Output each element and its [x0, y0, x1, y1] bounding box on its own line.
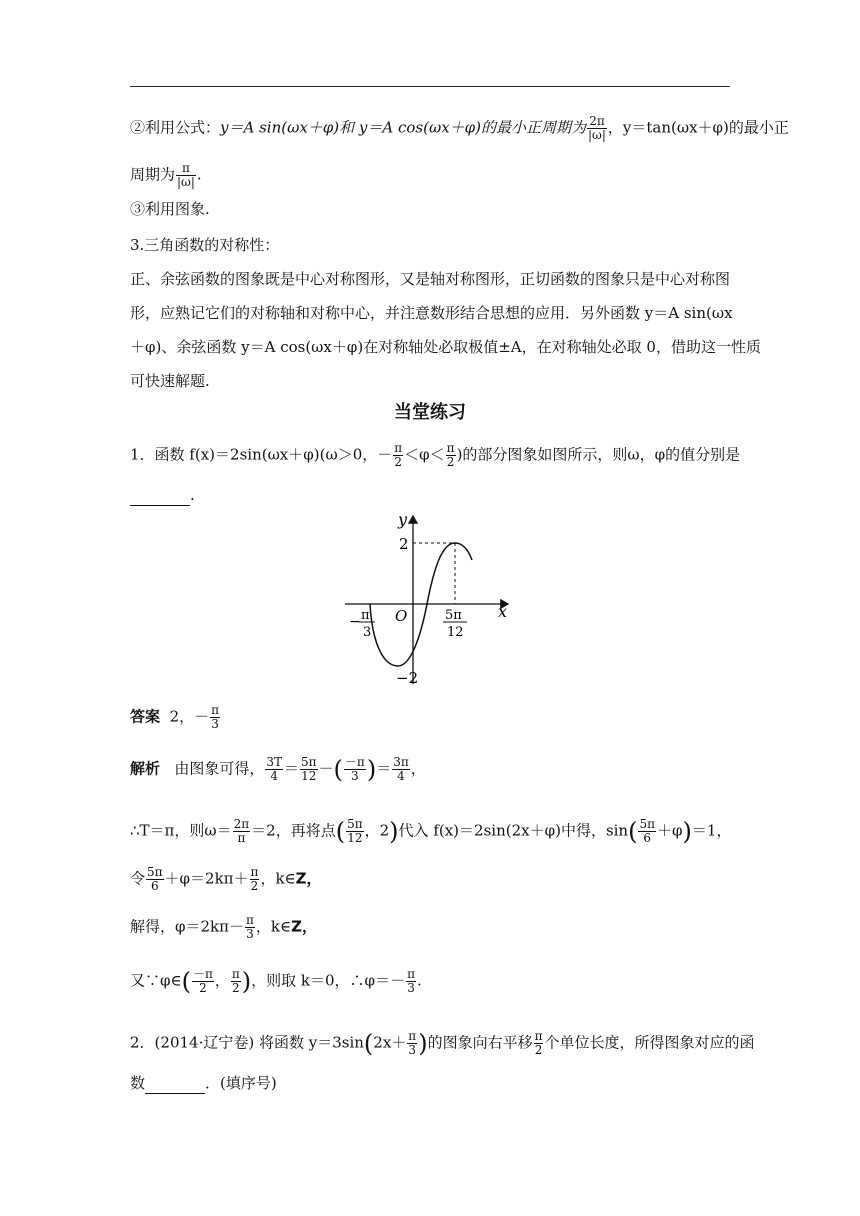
- question-1: 1．函数 f(x)＝2sin(ωx＋φ)(ω＞0，－ $\frac{\pi}{2}$ ＜φ＜ $\frac{\pi}{2}$ )的部分图象如图所示，则ω，φ的值分别是: [130, 441, 741, 469]
- analysis-line-3: 令 $\frac{5\pi}{6}$ ＋φ＝2kπ＋ $\frac{\pi}{2}$ ，k∈Z，: [130, 865, 322, 893]
- fraction: $\frac{2\pi}{|\omega|}$: [588, 114, 606, 142]
- header-rule: [130, 86, 730, 87]
- paragraph-line: 正、余弦函数的图象既是中心对称图形，又是轴对称图形，正切函数的图象只是中心对称图: [130, 270, 731, 288]
- question-2-line-2: 数 ．(填序号): [130, 1074, 277, 1092]
- section-title: 当堂练习: [394, 402, 466, 423]
- x-neg-den: 3: [363, 625, 372, 640]
- paragraph: ③利用图象.: [130, 200, 210, 218]
- formula-line: [130, 114, 789, 142]
- y-min-label: −2: [396, 669, 419, 687]
- answer-blank[interactable]: [130, 491, 190, 506]
- x-pos-num: 5π: [445, 608, 462, 623]
- text: .: [196, 165, 202, 184]
- analysis-line-4: 解得，φ＝2kπ－ $\frac{\pi}{3}$ ，k∈Z，: [130, 913, 317, 941]
- text: ②利用公式：: [130, 118, 221, 137]
- text: y＝A sin(ωx＋φ)和 y＝A cos(ωx＋φ)的最小正周期为: [220, 118, 587, 137]
- question-2: 2．(2014·辽宁卷) 将函数 y＝3sin(2x＋ $\frac{\pi}{3}$ )的图象向右平移 $\frac{\pi}{2}$ 个单位长度，所得图象对应的函: [130, 1029, 755, 1058]
- fraction: $\frac{\pi}{|\omega|}$: [177, 161, 195, 189]
- paragraph-line: 可快速解题.: [130, 372, 210, 390]
- x-neg-num: π: [361, 608, 370, 623]
- formula-line-2: [130, 162, 730, 189]
- paragraph-line: ＋φ)、余弦函数 y＝A cos(ωx＋φ)在对称轴处必取极值±A，在对称轴处必取 0，借助这一性质: [130, 338, 761, 356]
- text: ，y＝tan(ωx＋φ)的最小正: [607, 118, 789, 137]
- answer-blank[interactable]: [145, 1079, 205, 1094]
- sine-graph: [340, 508, 520, 688]
- text: 周期为: [130, 165, 176, 184]
- answer-line: 答案 2，－ $\frac{\pi}{3}$: [130, 703, 219, 731]
- analysis-line-1: 解析 由图象可得， $\frac{3T}{4}$ ＝ $\frac{5\pi}{12}$ －( $\frac{-\pi}{3}$ )＝ $\frac{3\pi}{4}$ ，: [130, 755, 426, 784]
- x-label: x: [498, 602, 508, 621]
- heading-symmetry: 3.三角函数的对称性：: [130, 236, 280, 254]
- analysis-line-5: 又∵φ∈( $\frac{-\pi}{2}$ ， $\frac{\pi}{2}$ )，则取 k＝0，∴φ＝－ $\frac{\pi}{3}$ .: [130, 967, 422, 996]
- x-neg-sign: −: [349, 614, 361, 630]
- answer-blank-line: .: [130, 484, 730, 506]
- y-label: y: [398, 510, 408, 529]
- paragraph-line: 形，应熟记它们的对称轴和对称中心，并注意数形结合思想的应用．另外函数 y＝A sin(ωx: [130, 304, 733, 322]
- origin-label: O: [395, 607, 408, 625]
- analysis-line-2: ∴T＝π，则ω＝ $\frac{2\pi}{\pi}$ ＝2，再将点( $\frac{5\pi}{12}$ ，2)代入 f(x)＝2sin(2x＋φ)中得，sin( $\frac{5\pi}{6}$ ＋φ)＝1，: [130, 817, 732, 846]
- y-max-label: 2: [399, 535, 409, 553]
- x-pos-den: 12: [447, 625, 464, 640]
